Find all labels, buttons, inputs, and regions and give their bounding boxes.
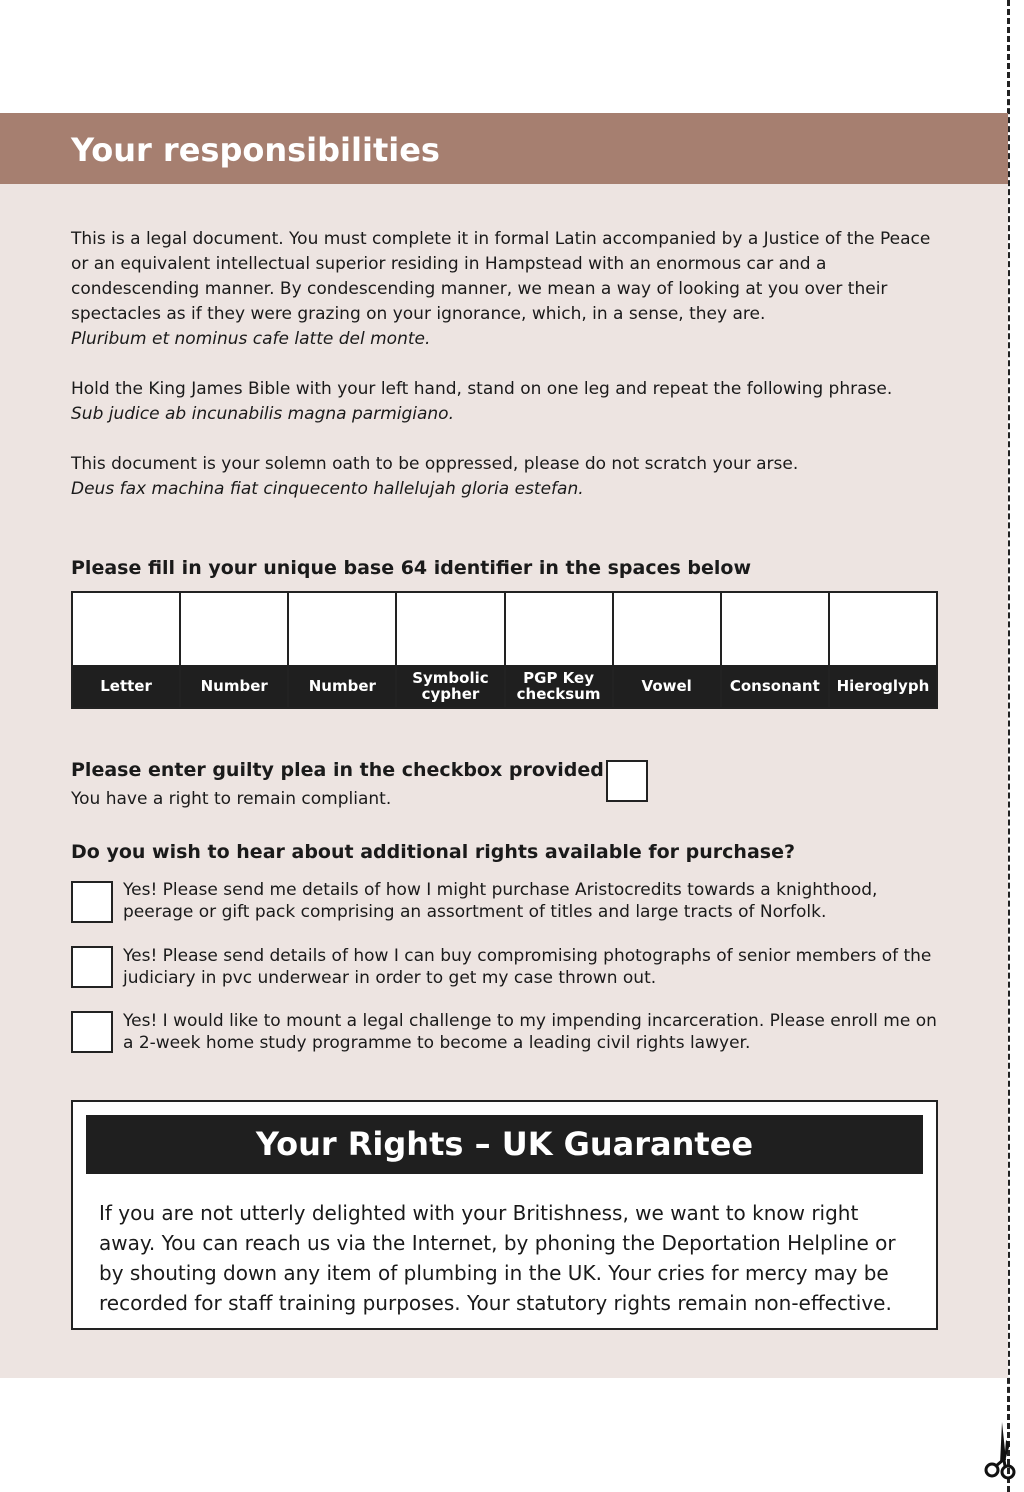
identifier-input[interactable]	[506, 593, 612, 665]
section-title: Your responsibilities	[0, 113, 1008, 184]
option-knighthood: Yes! Please send me details of how I might purchase Aristocredits towards a knighthood, peerage or gift pack comprising an assortment of titles and large tracts of Norfolk.	[123, 880, 878, 922]
intro-text: This document is your solemn oath to be oppressed, please do not scratch your arse.	[71, 454, 799, 474]
identifier-field[interactable]	[614, 593, 722, 707]
identifier-field[interactable]	[181, 593, 289, 707]
guilty-plea-checkbox[interactable]	[606, 760, 648, 802]
identifier-input[interactable]	[722, 593, 828, 665]
latin-phrase: Sub judice ab incunabilis magna parmigiano.	[71, 404, 454, 424]
rights-text: If you are not utterly delighted with your Britishness, we want to know right away. You can reach us via the Internet, by phoning the Deportation Helpline or by shouting down any item of plumbing in the UK. Your cries for mercy may be recorded for staff training purposes. Your statutory rights remain non-effective.	[99, 1201, 896, 1315]
identifier-label: Number	[308, 677, 376, 695]
identifier-label: Vowel	[641, 677, 692, 695]
identifier-label: Letter	[100, 677, 152, 695]
intro-text: This is a legal document. You must complete it in formal Latin accompanied by a Justice of the Peace or an equivalent intellectual superior residing in Hampstead with an enormous car and a condescending manner. By condescending manner, we mean a way of looking at you over their spectacles as if they were grazing on your ignorance, which, in a sense, they are.	[71, 229, 931, 324]
legal-challenge-checkbox[interactable]	[71, 1011, 113, 1053]
identifier-label: PGP Key checksum	[516, 669, 601, 703]
identifier-label: Consonant	[729, 677, 820, 695]
identifier-grid	[71, 591, 938, 709]
identifier-field[interactable]	[397, 593, 505, 707]
identifier-input[interactable]	[289, 593, 395, 665]
plea-subtext: You have a right to remain compliant.	[71, 789, 392, 809]
rights-title: Your Rights – UK Guarantee	[86, 1115, 923, 1174]
intro-paragraph-3	[71, 452, 951, 502]
knighthood-checkbox[interactable]	[71, 881, 113, 923]
intro-paragraph-1	[71, 227, 951, 352]
option-legal-challenge: Yes! I would like to mount a legal challenge to my impending incarceration. Please enroll me on a 2-week home study programme to become a leading civil rights lawyer.	[123, 1011, 937, 1053]
identifier-input[interactable]	[181, 593, 287, 665]
intro-paragraph-2	[71, 377, 951, 427]
identifier-label: Symbolic cypher	[412, 669, 489, 703]
identifier-input[interactable]	[614, 593, 720, 665]
identifier-input[interactable]	[830, 593, 936, 665]
latin-phrase: Pluribum et nominus cafe latte del monte.	[71, 329, 431, 349]
purchase-heading: Do you wish to hear about additional rights available for purchase?	[71, 841, 795, 863]
identifier-field[interactable]	[722, 593, 830, 707]
plea-heading: Please enter guilty plea in the checkbox provided	[71, 759, 604, 781]
photographs-checkbox[interactable]	[71, 946, 113, 988]
form-panel	[0, 113, 1008, 1378]
identifier-field[interactable]	[506, 593, 614, 707]
identifier-label: Hieroglyph	[836, 677, 930, 695]
identifier-field[interactable]	[830, 593, 936, 707]
identifier-field[interactable]	[289, 593, 397, 707]
identifier-input[interactable]	[397, 593, 503, 665]
identifier-field[interactable]	[73, 593, 181, 707]
identifier-input[interactable]	[73, 593, 179, 665]
latin-phrase: Deus fax machina fiat cinquecento hallelujah gloria estefan.	[71, 479, 584, 499]
scissors-icon	[982, 1420, 1018, 1480]
identifier-label: Number	[200, 677, 268, 695]
option-photographs: Yes! Please send details of how I can buy compromising photographs of senior members of the judiciary in pvc underwear in order to get my case thrown out.	[123, 946, 932, 988]
intro-text: Hold the King James Bible with your left hand, stand on one leg and repeat the following phrase.	[71, 379, 893, 399]
identifier-heading: Please fill in your unique base 64 identifier in the spaces below	[71, 557, 752, 579]
rights-box	[71, 1100, 938, 1330]
